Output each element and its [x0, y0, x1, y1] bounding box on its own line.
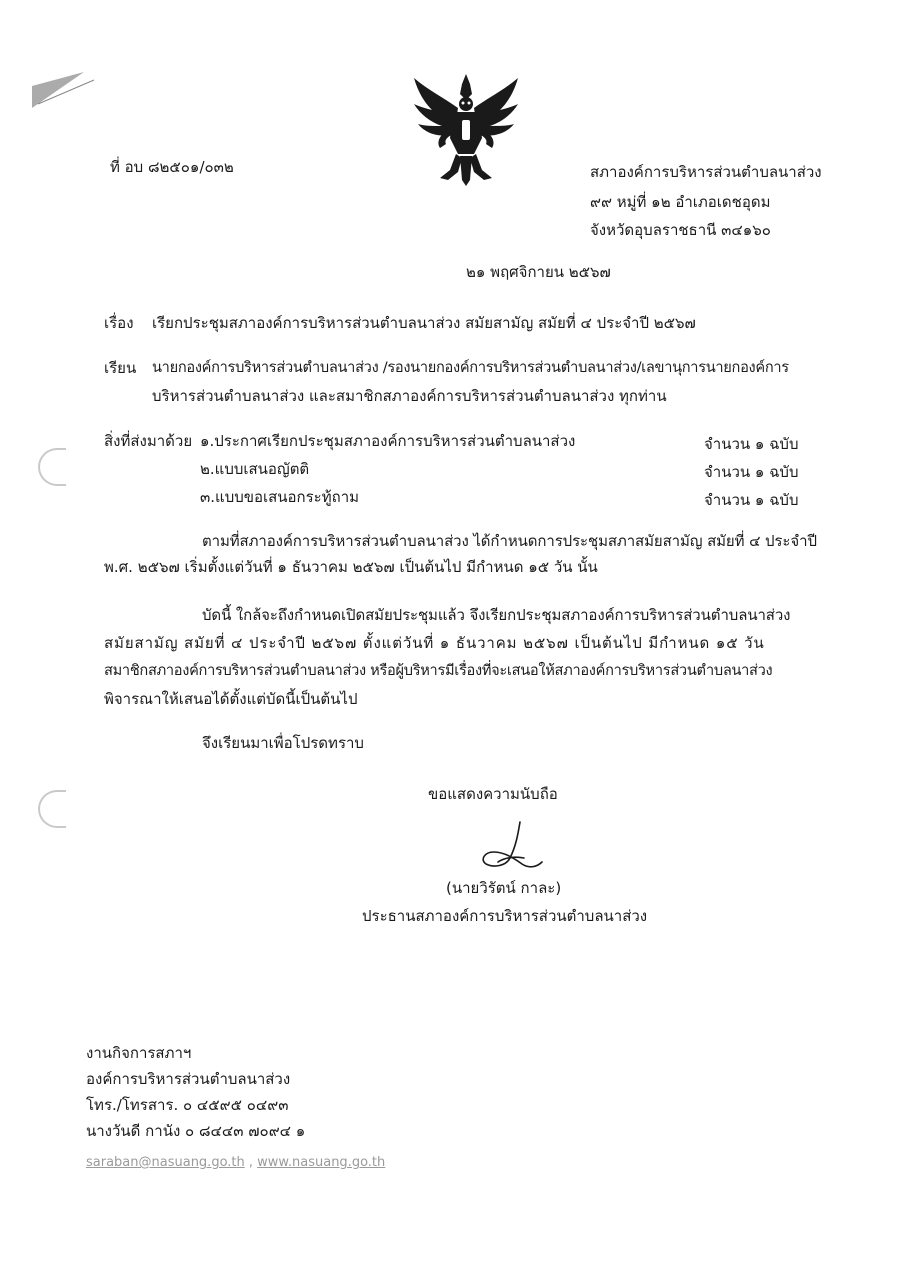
- scan-corner-artifact: [32, 72, 102, 108]
- subject-label: เรื่อง: [104, 314, 134, 332]
- subject-text: เรียกประชุมสภาองค์การบริหารส่วนตำบลนาส่วง สมัยสามัญ สมัยที่ ๔ ประจำปี ๒๕๖๗: [152, 314, 696, 332]
- link-separator: ,: [244, 1155, 258, 1170]
- signature-greeting: ขอแสดงความนับถือ: [428, 785, 558, 803]
- email-link[interactable]: saraban@nasuang.go.th: [86, 1155, 245, 1170]
- sender-address-line1: สภาองค์การบริหารส่วนตำบลนาส่วง: [590, 163, 822, 181]
- signatory-position: ประธานสภาองค์การบริหารส่วนตำบลนาส่วง: [362, 907, 648, 925]
- handwritten-signature: [470, 818, 560, 874]
- enclosure-qty-3: จำนวน ๑ ฉบับ: [704, 491, 799, 509]
- website-link[interactable]: www.nasuang.go.th: [257, 1155, 386, 1170]
- letter-date: ๒๑ พฤศจิกายน ๒๕๖๗: [466, 263, 611, 281]
- body-para2-line2: สมัยสามัญ สมัยที่ ๔ ประจำปี ๒๕๖๗ ตั้งแต่วันที่ ๑ ธันวาคม ๒๕๖๗ เป็นต้นไป มีกำหนด ๑๕ วัน: [104, 634, 765, 652]
- enclosure-qty-2: จำนวน ๑ ฉบับ: [704, 463, 799, 481]
- body-para1-line2: พ.ศ. ๒๕๖๗ เริ่มตั้งแต่วันที่ ๑ ธันวาคม ๒๕๖๗ เป็นต้นไป มีกำหนด ๑๕ วัน นั้น: [104, 558, 598, 576]
- footer-department: งานกิจการสภาฯ: [86, 1044, 192, 1062]
- body-para1-line1: ตามที่สภาองค์การบริหารส่วนตำบลนาส่วง ได้กำหนดการประชุมสภาสมัยสามัญ สมัยที่ ๔ ประจำปี: [202, 532, 817, 550]
- footer-contact-person: นางวันดี กานัง ๐ ๘๔๔๓ ๗๐๙๔ ๑: [86, 1122, 306, 1140]
- recipient-line2: บริหารส่วนตำบลนาส่วง และสมาชิกสภาองค์การบริหารส่วนตำบลนาส่วง ทุกท่าน: [152, 387, 667, 405]
- enclosure-item-1: ๑.ประกาศเรียกประชุมสภาองค์การบริหารส่วนตำบลนาส่วง: [200, 432, 576, 450]
- body-para2-line3: สมาชิกสภาองค์การบริหารส่วนตำบลนาส่วง หรือผู้บริหารมีเรื่องที่จะเสนอให้สภาองค์การบริหารส่วนตำบลนาส่วง: [104, 662, 773, 679]
- body-para2-line1: บัดนี้ ใกล้จะถึงกำหนดเปิดสมัยประชุมแล้ว จึงเรียกประชุมสภาองค์การบริหารส่วนตำบลนาส่วง: [202, 606, 791, 624]
- recipient-line1: นายกองค์การบริหารส่วนตำบลนาส่วง /รองนายกองค์การบริหารส่วนตำบลนาส่วง/เลขานุการนายกองค์การ: [152, 359, 789, 376]
- enclosure-item-3: ๓.แบบขอเสนอกระทู้ถาม: [200, 488, 360, 506]
- recipient-label: เรียน: [104, 359, 137, 377]
- signatory-name: (นายวิรัตน์ กาละ): [446, 879, 562, 897]
- reference-number: ที่ อบ ๘๒๕๐๑/๐๓๒: [110, 158, 234, 176]
- footer-phone: โทร./โทรสาร. ๐ ๔๕๙๕ ๐๔๙๓: [86, 1096, 289, 1114]
- enclosures-label: สิ่งที่ส่งมาด้วย: [104, 432, 193, 450]
- sender-address-line2: ๙๙ หมู่ที่ ๑๒ อำเภอเดชอุดม: [590, 193, 771, 211]
- punch-hole-top: [38, 448, 66, 486]
- punch-hole-bottom: [38, 790, 66, 828]
- enclosure-qty-1: จำนวน ๑ ฉบับ: [704, 435, 799, 453]
- footer-organization: องค์การบริหารส่วนตำบลนาส่วง: [86, 1070, 291, 1088]
- enclosure-item-2: ๒.แบบเสนอญัตติ: [200, 460, 310, 478]
- sender-address-line3: จังหวัดอุบลราชธานี ๓๔๑๖๐: [590, 221, 771, 239]
- closing-text: จึงเรียนมาเพื่อโปรดทราบ: [202, 734, 364, 752]
- footer-links: [86, 1151, 385, 1170]
- body-para2-line4: พิจารณาให้เสนอได้ตั้งแต่บัดนี้เป็นต้นไป: [104, 690, 358, 708]
- garuda-emblem-icon: [410, 68, 522, 186]
